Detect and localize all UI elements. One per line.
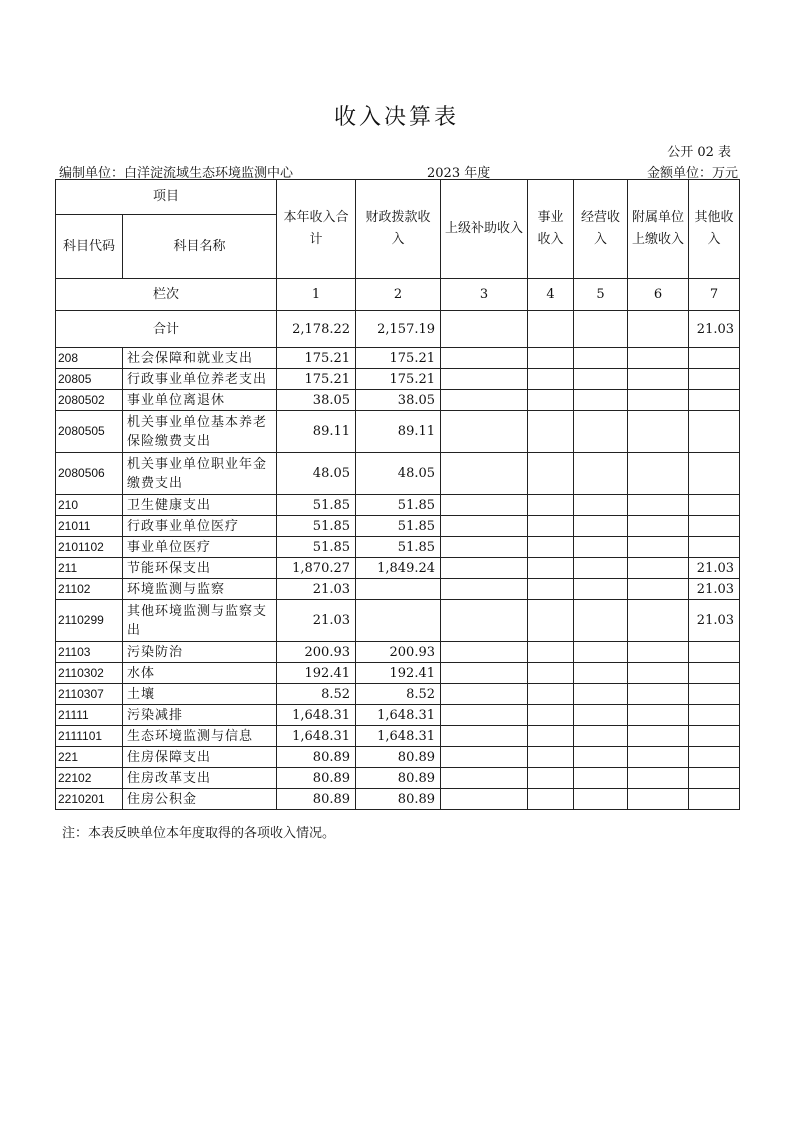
header-col1: 本年收入合计 — [277, 180, 356, 279]
row-c4 — [528, 684, 574, 705]
row-c6 — [628, 642, 689, 663]
row-c1: 200.93 — [277, 642, 356, 663]
row-c3 — [441, 789, 528, 810]
row-c4 — [528, 705, 574, 726]
row-c5 — [574, 579, 628, 600]
row-c1: 51.85 — [277, 516, 356, 537]
row-c2: 51.85 — [356, 516, 441, 537]
row-c6 — [628, 411, 689, 453]
form-code: 公开 02 表 — [667, 145, 731, 160]
row-c5 — [574, 453, 628, 495]
row-code: 21103 — [56, 642, 123, 663]
fiscal-year: 2023 年度 — [427, 166, 491, 181]
row-c1: 80.89 — [277, 768, 356, 789]
row-c2: 80.89 — [356, 768, 441, 789]
row-code: 2080506 — [56, 453, 123, 495]
lanci-num: 6 — [628, 279, 689, 311]
table-row — [56, 390, 740, 411]
row-c5 — [574, 768, 628, 789]
row-c1: 21.03 — [277, 600, 356, 642]
row-c7 — [689, 642, 740, 663]
row-c5 — [574, 411, 628, 453]
row-c3 — [441, 663, 528, 684]
row-c4 — [528, 789, 574, 810]
row-c2: 80.89 — [356, 789, 441, 810]
row-c7 — [689, 537, 740, 558]
row-c4 — [528, 537, 574, 558]
row-c2 — [356, 579, 441, 600]
table-row — [56, 348, 740, 369]
row-c5 — [574, 495, 628, 516]
row-c5 — [574, 369, 628, 390]
row-c3 — [441, 684, 528, 705]
row-c3 — [441, 726, 528, 747]
total-c6 — [628, 311, 689, 348]
row-code: 211 — [56, 558, 123, 579]
row-c6 — [628, 495, 689, 516]
row-c2: 8.52 — [356, 684, 441, 705]
row-c6 — [628, 789, 689, 810]
table-row — [56, 411, 740, 453]
total-c7: 21.03 — [689, 311, 740, 348]
row-name: 其他环境监测与监察支出 — [123, 600, 277, 642]
row-name: 事业单位离退休 — [123, 390, 277, 411]
row-c1: 1,870.27 — [277, 558, 356, 579]
row-c5 — [574, 663, 628, 684]
header-col7: 其他收入 — [689, 180, 740, 279]
table-row — [56, 600, 740, 642]
row-code: 2111101 — [56, 726, 123, 747]
table-row — [56, 726, 740, 747]
row-code: 21011 — [56, 516, 123, 537]
row-c3 — [441, 600, 528, 642]
total-c2: 2,157.19 — [356, 311, 441, 348]
row-c7 — [689, 663, 740, 684]
row-c5 — [574, 705, 628, 726]
row-name: 机关事业单位职业年金缴费支出 — [123, 453, 277, 495]
row-name: 节能环保支出 — [123, 558, 277, 579]
row-c4 — [528, 558, 574, 579]
row-c7: 21.03 — [689, 579, 740, 600]
row-c2: 51.85 — [356, 537, 441, 558]
lanci-num: 3 — [441, 279, 528, 311]
row-c1: 1,648.31 — [277, 705, 356, 726]
money-unit: 金额单位：万元 — [646, 166, 738, 181]
row-code: 2210201 — [56, 789, 123, 810]
row-c4 — [528, 726, 574, 747]
row-c3 — [441, 495, 528, 516]
row-c3 — [441, 348, 528, 369]
footnote: 注：本表反映单位本年度取得的各项收入情况。 — [62, 826, 336, 841]
row-c1: 89.11 — [277, 411, 356, 453]
table-row — [56, 516, 740, 537]
row-c6 — [628, 579, 689, 600]
row-c5 — [574, 558, 628, 579]
income-table — [55, 179, 740, 810]
row-c2: 200.93 — [356, 642, 441, 663]
row-c6 — [628, 684, 689, 705]
row-c4 — [528, 495, 574, 516]
row-c6 — [628, 348, 689, 369]
row-c6 — [628, 369, 689, 390]
row-c7 — [689, 789, 740, 810]
row-c4 — [528, 579, 574, 600]
row-name: 环境监测与监察 — [123, 579, 277, 600]
lanci-num: 1 — [277, 279, 356, 311]
row-c1: 192.41 — [277, 663, 356, 684]
table-row — [56, 705, 740, 726]
total-c4 — [528, 311, 574, 348]
lanci-num: 5 — [574, 279, 628, 311]
row-c6 — [628, 705, 689, 726]
table-row — [56, 663, 740, 684]
row-name: 卫生健康支出 — [123, 495, 277, 516]
row-c1: 175.21 — [277, 369, 356, 390]
table-row — [56, 453, 740, 495]
row-c4 — [528, 600, 574, 642]
row-c1: 51.85 — [277, 537, 356, 558]
row-c4 — [528, 663, 574, 684]
lanci-num: 2 — [356, 279, 441, 311]
total-c5 — [574, 311, 628, 348]
row-c2: 1,648.31 — [356, 705, 441, 726]
total-c1: 2,178.22 — [277, 311, 356, 348]
row-c5 — [574, 390, 628, 411]
row-c3 — [441, 747, 528, 768]
row-code: 2110302 — [56, 663, 123, 684]
row-c6 — [628, 537, 689, 558]
row-c1: 38.05 — [277, 390, 356, 411]
row-c2: 1,648.31 — [356, 726, 441, 747]
row-c7 — [689, 768, 740, 789]
row-c1: 80.89 — [277, 747, 356, 768]
lanci-num: 4 — [528, 279, 574, 311]
row-c3 — [441, 411, 528, 453]
table-row — [56, 747, 740, 768]
row-name: 污染减排 — [123, 705, 277, 726]
page-title: 收入决算表 — [333, 105, 459, 130]
row-c1: 21.03 — [277, 579, 356, 600]
row-c7 — [689, 411, 740, 453]
row-name: 住房保障支出 — [123, 747, 277, 768]
row-c1: 175.21 — [277, 348, 356, 369]
lanci-label: 栏次 — [56, 279, 277, 311]
row-name: 行政事业单位医疗 — [123, 516, 277, 537]
row-c3 — [441, 537, 528, 558]
table-row — [56, 768, 740, 789]
total-row — [56, 311, 740, 348]
row-c4 — [528, 411, 574, 453]
row-c3 — [441, 579, 528, 600]
row-name: 社会保障和就业支出 — [123, 348, 277, 369]
header-code: 科目代码 — [56, 215, 123, 279]
table-row — [56, 495, 740, 516]
row-code: 2110299 — [56, 600, 123, 642]
header-col6: 附属单位上缴收入 — [628, 180, 689, 279]
row-c4 — [528, 453, 574, 495]
row-c3 — [441, 369, 528, 390]
row-c2 — [356, 600, 441, 642]
table-row — [56, 558, 740, 579]
row-c2: 51.85 — [356, 495, 441, 516]
row-c3 — [441, 390, 528, 411]
row-code: 2110307 — [56, 684, 123, 705]
lanci-row — [56, 279, 740, 311]
row-c3 — [441, 453, 528, 495]
row-c3 — [441, 642, 528, 663]
header-name: 科目名称 — [123, 215, 277, 279]
table-row — [56, 369, 740, 390]
row-code: 20805 — [56, 369, 123, 390]
row-c2: 175.21 — [356, 348, 441, 369]
row-name: 污染防治 — [123, 642, 277, 663]
row-c6 — [628, 558, 689, 579]
row-c5 — [574, 747, 628, 768]
row-c7: 21.03 — [689, 600, 740, 642]
row-c2: 80.89 — [356, 747, 441, 768]
table-row — [56, 684, 740, 705]
row-c1: 8.52 — [277, 684, 356, 705]
row-c6 — [628, 768, 689, 789]
row-c7: 21.03 — [689, 558, 740, 579]
row-c2: 38.05 — [356, 390, 441, 411]
row-c6 — [628, 600, 689, 642]
row-c3 — [441, 705, 528, 726]
table-row — [56, 579, 740, 600]
row-c6 — [628, 726, 689, 747]
row-c6 — [628, 516, 689, 537]
row-c4 — [528, 747, 574, 768]
row-c2: 89.11 — [356, 411, 441, 453]
row-c5 — [574, 789, 628, 810]
row-c7 — [689, 390, 740, 411]
header-col4: 事业收入 — [528, 180, 574, 279]
header-col3: 上级补助收入 — [441, 180, 528, 279]
row-code: 2101102 — [56, 537, 123, 558]
row-code: 208 — [56, 348, 123, 369]
row-name: 住房公积金 — [123, 789, 277, 810]
table-row — [56, 537, 740, 558]
row-name: 生态环境监测与信息 — [123, 726, 277, 747]
row-c3 — [441, 558, 528, 579]
row-c6 — [628, 747, 689, 768]
row-name: 行政事业单位养老支出 — [123, 369, 277, 390]
row-c6 — [628, 663, 689, 684]
row-name: 水体 — [123, 663, 277, 684]
row-c3 — [441, 516, 528, 537]
row-c4 — [528, 642, 574, 663]
row-c7 — [689, 747, 740, 768]
row-c6 — [628, 390, 689, 411]
row-c5 — [574, 600, 628, 642]
row-c4 — [528, 390, 574, 411]
row-code: 221 — [56, 747, 123, 768]
row-c5 — [574, 726, 628, 747]
row-c2: 192.41 — [356, 663, 441, 684]
row-c4 — [528, 768, 574, 789]
row-c1: 51.85 — [277, 495, 356, 516]
row-code: 2080502 — [56, 390, 123, 411]
compiling-unit: 编制单位：白洋淀流域生态环境监测中心 — [59, 166, 294, 181]
row-c5 — [574, 516, 628, 537]
row-c4 — [528, 369, 574, 390]
row-c7 — [689, 705, 740, 726]
table-row — [56, 642, 740, 663]
row-c7 — [689, 495, 740, 516]
row-c6 — [628, 453, 689, 495]
row-c7 — [689, 726, 740, 747]
row-name: 事业单位医疗 — [123, 537, 277, 558]
row-c2: 175.21 — [356, 369, 441, 390]
row-code: 2080505 — [56, 411, 123, 453]
table-row — [56, 789, 740, 810]
lanci-num: 7 — [689, 279, 740, 311]
row-c7 — [689, 348, 740, 369]
header-item: 项目 — [56, 180, 277, 215]
row-c4 — [528, 348, 574, 369]
row-c7 — [689, 453, 740, 495]
row-c7 — [689, 369, 740, 390]
row-c1: 80.89 — [277, 789, 356, 810]
row-name: 住房改革支出 — [123, 768, 277, 789]
row-c5 — [574, 642, 628, 663]
row-c5 — [574, 537, 628, 558]
meta-line — [55, 162, 738, 180]
total-c3 — [441, 311, 528, 348]
row-c5 — [574, 348, 628, 369]
row-c1: 1,648.31 — [277, 726, 356, 747]
total-label: 合计 — [56, 311, 277, 348]
row-code: 210 — [56, 495, 123, 516]
header-col5: 经营收入 — [574, 180, 628, 279]
row-c1: 48.05 — [277, 453, 356, 495]
header-col2: 财政拨款收入 — [356, 180, 441, 279]
row-code: 21111 — [56, 705, 123, 726]
row-c2: 1,849.24 — [356, 558, 441, 579]
row-c7 — [689, 516, 740, 537]
header-row — [56, 180, 740, 215]
row-c3 — [441, 768, 528, 789]
row-c7 — [689, 684, 740, 705]
row-c4 — [528, 516, 574, 537]
row-code: 21102 — [56, 579, 123, 600]
row-name: 机关事业单位基本养老保险缴费支出 — [123, 411, 277, 453]
row-code: 22102 — [56, 768, 123, 789]
row-c5 — [574, 684, 628, 705]
row-name: 土壤 — [123, 684, 277, 705]
row-c2: 48.05 — [356, 453, 441, 495]
